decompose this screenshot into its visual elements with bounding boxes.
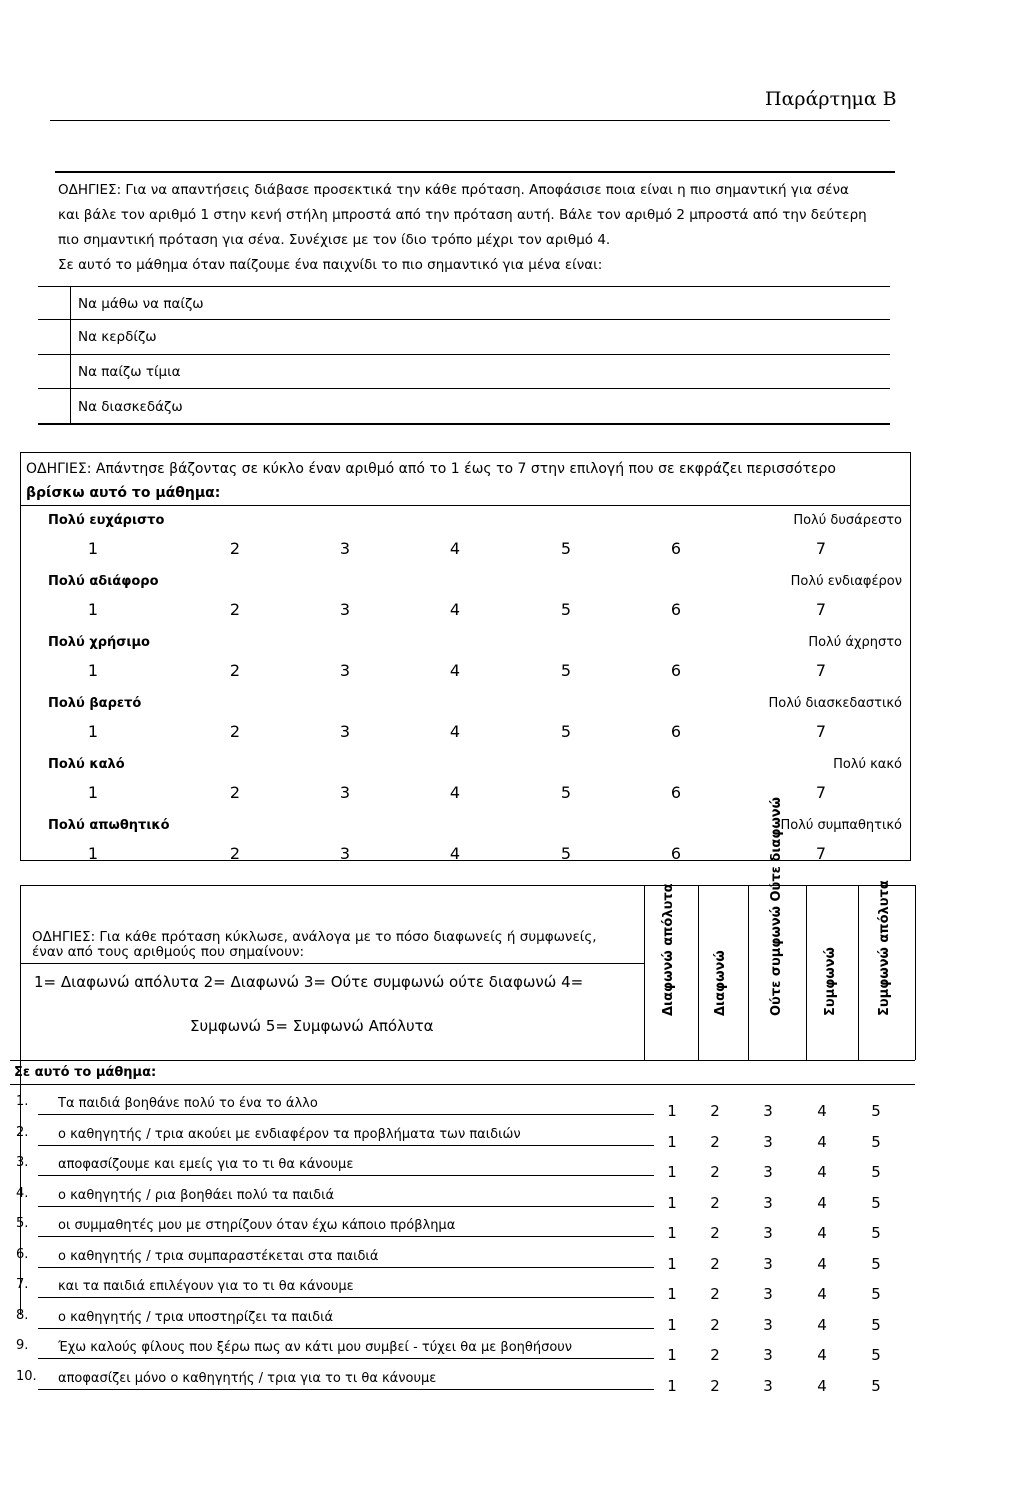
col-divider <box>858 885 859 1060</box>
scale-option-1[interactable]: 1 <box>87 539 99 558</box>
statement-rule <box>38 1389 654 1390</box>
scale-option-7[interactable]: 7 <box>815 600 827 619</box>
scale-option-7[interactable]: 7 <box>815 783 827 802</box>
likert-lead: Σε αυτό το μάθημα: <box>14 1065 157 1080</box>
legend-rule <box>20 963 644 964</box>
scale-right-anchor: Πολύ άχρηστο <box>808 635 902 650</box>
statement-index: 7. <box>16 1277 29 1292</box>
statement-index: 8. <box>16 1308 29 1323</box>
scale-option-3[interactable]: 3 <box>339 661 351 680</box>
likert-legend-line1: 1= Διαφωνώ απόλυτα 2= Διαφωνώ 3= Ούτε συμφωνώ ούτε διαφωνώ 4= <box>34 973 584 991</box>
scale-right-anchor: Πολύ διασκεδαστικό <box>768 696 902 711</box>
statement-index: 10. <box>16 1369 37 1384</box>
scale-option-6[interactable]: 6 <box>670 844 682 863</box>
scale-right-anchor: Πολύ δυσάρεστο <box>793 513 902 528</box>
scale-option-1[interactable]: 1 <box>87 600 99 619</box>
ranking-rule-0 <box>38 286 890 287</box>
scale-option-5[interactable]: 5 <box>560 783 572 802</box>
scale-left-anchor: Πολύ καλό <box>48 757 125 772</box>
col-divider <box>698 885 699 1060</box>
scale-option-4[interactable]: 4 <box>449 539 461 558</box>
likert-option-5[interactable]: 5 <box>871 1316 881 1334</box>
column-header-disagree: Διαφωνώ <box>713 950 728 1016</box>
likert-option-2[interactable]: 2 <box>710 1133 720 1151</box>
statement-text: και τα παιδιά επιλέγουν για το τι θα κάνουμε <box>58 1279 354 1294</box>
statement-rule <box>38 1358 654 1359</box>
scale-option-7[interactable]: 7 <box>815 539 827 558</box>
likert-option-4[interactable]: 4 <box>817 1194 827 1212</box>
scale-right-anchor: Πολύ κακό <box>833 757 902 772</box>
likert-option-2[interactable]: 2 <box>710 1102 720 1120</box>
col-divider <box>644 885 645 1060</box>
likert-option-5[interactable]: 5 <box>871 1102 881 1120</box>
likert-option-2[interactable]: 2 <box>710 1224 720 1242</box>
scale-left-anchor: Πολύ απωθητικό <box>48 818 170 833</box>
likert-option-4[interactable]: 4 <box>817 1133 827 1151</box>
ranking-option: Να μάθω να παίζω <box>78 296 204 312</box>
likert-option-4[interactable]: 4 <box>817 1316 827 1334</box>
likert-option-4[interactable]: 4 <box>817 1163 827 1181</box>
likert-option-5[interactable]: 5 <box>871 1255 881 1273</box>
scale-option-7[interactable]: 7 <box>815 722 827 741</box>
scale-option-6[interactable]: 6 <box>670 783 682 802</box>
scale-option-5[interactable]: 5 <box>560 661 572 680</box>
likert-option-4[interactable]: 4 <box>817 1346 827 1364</box>
scale-option-6[interactable]: 6 <box>670 722 682 741</box>
scale-option-4[interactable]: 4 <box>449 722 461 741</box>
section3-right-border <box>915 885 916 1060</box>
scale-right-anchor: Πολύ ενδιαφέρον <box>790 574 902 589</box>
statement-rule <box>38 1267 654 1268</box>
scale-option-5[interactable]: 5 <box>560 600 572 619</box>
likert-option-4[interactable]: 4 <box>817 1102 827 1120</box>
likert-option-3[interactable]: 3 <box>763 1346 773 1364</box>
section3-header-bottom-rule <box>10 1060 915 1061</box>
column-header-strongly-disagree: Διαφωνώ απόλυτα <box>661 883 676 1016</box>
scale-option-3[interactable]: 3 <box>339 722 351 741</box>
scale-option-3[interactable]: 3 <box>339 600 351 619</box>
section2-right-border <box>910 452 911 860</box>
statement-rule <box>38 1114 654 1115</box>
section2-header-rule <box>20 505 910 506</box>
likert-option-1[interactable]: 1 <box>667 1133 677 1151</box>
scale-option-5[interactable]: 5 <box>560 844 572 863</box>
column-header-strongly-agree: Συμφωνώ απόλυτα <box>877 880 892 1016</box>
likert-option-5[interactable]: 5 <box>871 1224 881 1242</box>
statement-index: 2. <box>16 1125 29 1140</box>
col-divider <box>748 885 749 1060</box>
scale-option-1[interactable]: 1 <box>87 783 99 802</box>
scale-option-2[interactable]: 2 <box>229 539 241 558</box>
scale-left-anchor: Πολύ ευχάριστο <box>48 513 165 528</box>
statement-rule <box>38 1236 654 1237</box>
statement-text: Τα παιδιά βοηθάνε πολύ το ένα το άλλο <box>58 1096 318 1111</box>
ranking-rule-2 <box>38 354 890 355</box>
ranking-rule-1 <box>38 319 890 320</box>
scale-option-2[interactable]: 2 <box>229 722 241 741</box>
rank-input-2[interactable] <box>38 320 70 353</box>
header-rule <box>50 120 890 121</box>
scale-option-6[interactable]: 6 <box>670 661 682 680</box>
statement-index: 1. <box>16 1094 29 1109</box>
likert-option-4[interactable]: 4 <box>817 1285 827 1303</box>
section2-top-rule <box>20 452 910 453</box>
likert-option-5[interactable]: 5 <box>871 1285 881 1303</box>
likert-option-5[interactable]: 5 <box>871 1346 881 1364</box>
rank-input-3[interactable] <box>38 355 70 388</box>
likert-option-4[interactable]: 4 <box>817 1255 827 1273</box>
likert-option-2[interactable]: 2 <box>710 1194 720 1212</box>
likert-option-3[interactable]: 3 <box>763 1255 773 1273</box>
ranking-option: Να διασκεδάζω <box>78 399 183 415</box>
statement-index: 3. <box>16 1155 29 1170</box>
scale-option-5[interactable]: 5 <box>560 539 572 558</box>
col-divider <box>806 885 807 1060</box>
statement-index: 4. <box>16 1186 29 1201</box>
likert-option-1[interactable]: 1 <box>667 1377 677 1395</box>
likert-option-1[interactable]: 1 <box>667 1102 677 1120</box>
scale-option-4[interactable]: 4 <box>449 661 461 680</box>
scale-option-4[interactable]: 4 <box>449 600 461 619</box>
section1-prompt: Σε αυτό το μάθημα όταν παίζουμε ένα παιχνίδι το πιο σημαντικό για μένα είναι: <box>58 257 603 273</box>
scale-option-4[interactable]: 4 <box>449 844 461 863</box>
statement-text: αποφασίζουμε και εμείς για το τι θα κάνουμε <box>58 1157 354 1172</box>
likert-option-3[interactable]: 3 <box>763 1316 773 1334</box>
statement-text: οι συμμαθητές μου με στηρίζουν όταν έχω κάποιο πρόβλημα <box>58 1218 456 1233</box>
statement-rule <box>38 1175 654 1176</box>
ranking-column-divider <box>70 286 71 425</box>
likert-option-1[interactable]: 1 <box>667 1346 677 1364</box>
appendix-title: Παράρτημα Β <box>765 88 897 110</box>
scale-option-7[interactable]: 7 <box>815 661 827 680</box>
scale-option-7[interactable]: 7 <box>815 844 827 863</box>
rank-input-4[interactable] <box>38 389 70 422</box>
statement-index: 6. <box>16 1247 29 1262</box>
scale-option-6[interactable]: 6 <box>670 600 682 619</box>
scale-option-2[interactable]: 2 <box>229 783 241 802</box>
likert-option-2[interactable]: 2 <box>710 1346 720 1364</box>
likert-option-3[interactable]: 3 <box>763 1194 773 1212</box>
ranking-rule-3 <box>38 388 890 389</box>
statement-rule <box>38 1328 654 1329</box>
likert-option-3[interactable]: 3 <box>763 1133 773 1151</box>
section1-top-rule <box>55 171 895 173</box>
likert-option-1[interactable]: 1 <box>667 1255 677 1273</box>
likert-option-3[interactable]: 3 <box>763 1285 773 1303</box>
section2-left-border <box>20 452 21 860</box>
section2-instructions-line1: ΟΔΗΓΙΕΣ: Απάντησε βάζοντας σε κύκλο έναν αριθμό από το 1 έως το 7 στην επιλογή που σε εκφράζει περισσότερο <box>26 461 836 477</box>
statement-text: ο καθηγητής / τρια ακούει με ενδιαφέρον τα προβλήματα των παιδιών <box>58 1127 521 1142</box>
scale-option-3[interactable]: 3 <box>339 539 351 558</box>
scale-option-1[interactable]: 1 <box>87 844 99 863</box>
likert-option-3[interactable]: 3 <box>763 1224 773 1242</box>
likert-option-3[interactable]: 3 <box>763 1102 773 1120</box>
section1-instructions-line1: ΟΔΗΓΙΕΣ: Για να απαντήσεις διάβασε προσεκτικά την κάθε πρόταση. Αποφάσισε ποια είναι η πιο σημαντική για σένα <box>58 182 849 198</box>
statement-rule <box>38 1145 654 1146</box>
likert-option-5[interactable]: 5 <box>871 1163 881 1181</box>
likert-option-5[interactable]: 5 <box>871 1377 881 1395</box>
likert-option-5[interactable]: 5 <box>871 1194 881 1212</box>
scale-left-anchor: Πολύ αδιάφορο <box>48 574 159 589</box>
likert-lead-rule <box>10 1084 915 1085</box>
likert-option-2[interactable]: 2 <box>710 1377 720 1395</box>
statement-rule <box>38 1206 654 1207</box>
statement-rule <box>38 1297 654 1298</box>
scale-option-5[interactable]: 5 <box>560 722 572 741</box>
likert-option-2[interactable]: 2 <box>710 1163 720 1181</box>
scale-option-6[interactable]: 6 <box>670 539 682 558</box>
scale-option-2[interactable]: 2 <box>229 600 241 619</box>
section1-instructions-line2: και βάλε τον αριθμό 1 στην κενή στήλη μπροστά από την πρόταση αυτή. Βάλε τον αριθμό 2 μπροστά από την δεύτερη <box>58 207 867 223</box>
likert-option-2[interactable]: 2 <box>710 1316 720 1334</box>
statement-text: αποφασίζει μόνο ο καθηγητής / τρια για το τι θα κάνουμε <box>58 1371 437 1386</box>
likert-option-1[interactable]: 1 <box>667 1285 677 1303</box>
scale-option-2[interactable]: 2 <box>229 661 241 680</box>
likert-option-3[interactable]: 3 <box>763 1377 773 1395</box>
ranking-rule-4 <box>38 423 890 425</box>
likert-legend-line2: Συμφωνώ 5= Συμφωνώ Απόλυτα <box>190 1017 434 1035</box>
column-header-agree: Συμφωνώ <box>823 947 838 1016</box>
scale-option-2[interactable]: 2 <box>229 844 241 863</box>
ranking-option: Να κερδίζω <box>78 329 157 345</box>
section3-instructions-line1: ΟΔΗΓΙΕΣ: Για κάθε πρόταση κύκλωσε, ανάλογα με το πόσο διαφωνείς ή συμφωνείς, <box>32 929 597 945</box>
column-header-neutral: Ούτε συμφωνώ Ούτε διαφωνώ <box>769 797 784 1016</box>
scale-left-anchor: Πολύ χρήσιμο <box>48 635 150 650</box>
scale-option-3[interactable]: 3 <box>339 783 351 802</box>
scale-option-3[interactable]: 3 <box>339 844 351 863</box>
section1-instructions-line3: πιο σημαντική πρόταση για σένα. Συνέχισε με τον ίδιο τρόπο μέχρι τον αριθμό 4. <box>58 232 611 248</box>
scale-option-1[interactable]: 1 <box>87 722 99 741</box>
statement-text: ο καθηγητής / τρια συμπαραστέκεται στα παιδιά <box>58 1249 379 1264</box>
statement-text: ο καθηγητής / τρια υποστηρίζει τα παιδιά <box>58 1310 334 1325</box>
statement-text: Έχω καλούς φίλους που ξέρω πως αν κάτι μου συμβεί - τύχει θα με βοηθήσουν <box>58 1340 573 1355</box>
likert-option-2[interactable]: 2 <box>710 1255 720 1273</box>
section3-instructions-line2: έναν από τους αριθμούς που σημαίνουν: <box>32 944 305 960</box>
likert-option-1[interactable]: 1 <box>667 1224 677 1242</box>
likert-option-3[interactable]: 3 <box>763 1163 773 1181</box>
likert-option-1[interactable]: 1 <box>667 1194 677 1212</box>
statement-index: 5. <box>16 1216 29 1231</box>
likert-option-5[interactable]: 5 <box>871 1133 881 1151</box>
rank-input-1[interactable] <box>38 287 70 320</box>
scale-option-1[interactable]: 1 <box>87 661 99 680</box>
likert-option-2[interactable]: 2 <box>710 1285 720 1303</box>
likert-option-4[interactable]: 4 <box>817 1224 827 1242</box>
ranking-option: Να παίζω τίμια <box>78 364 181 380</box>
scale-left-anchor: Πολύ βαρετό <box>48 696 142 711</box>
section2-instructions-line2: βρίσκω αυτό το μάθημα: <box>26 485 221 501</box>
scale-right-anchor: Πολύ συμπαθητικό <box>780 818 902 833</box>
likert-option-1[interactable]: 1 <box>667 1316 677 1334</box>
likert-option-1[interactable]: 1 <box>667 1163 677 1181</box>
statement-text: ο καθηγητής / ρια βοηθάει πολύ τα παιδιά <box>58 1188 335 1203</box>
scale-option-4[interactable]: 4 <box>449 783 461 802</box>
statement-index: 9. <box>16 1338 29 1353</box>
likert-option-4[interactable]: 4 <box>817 1377 827 1395</box>
